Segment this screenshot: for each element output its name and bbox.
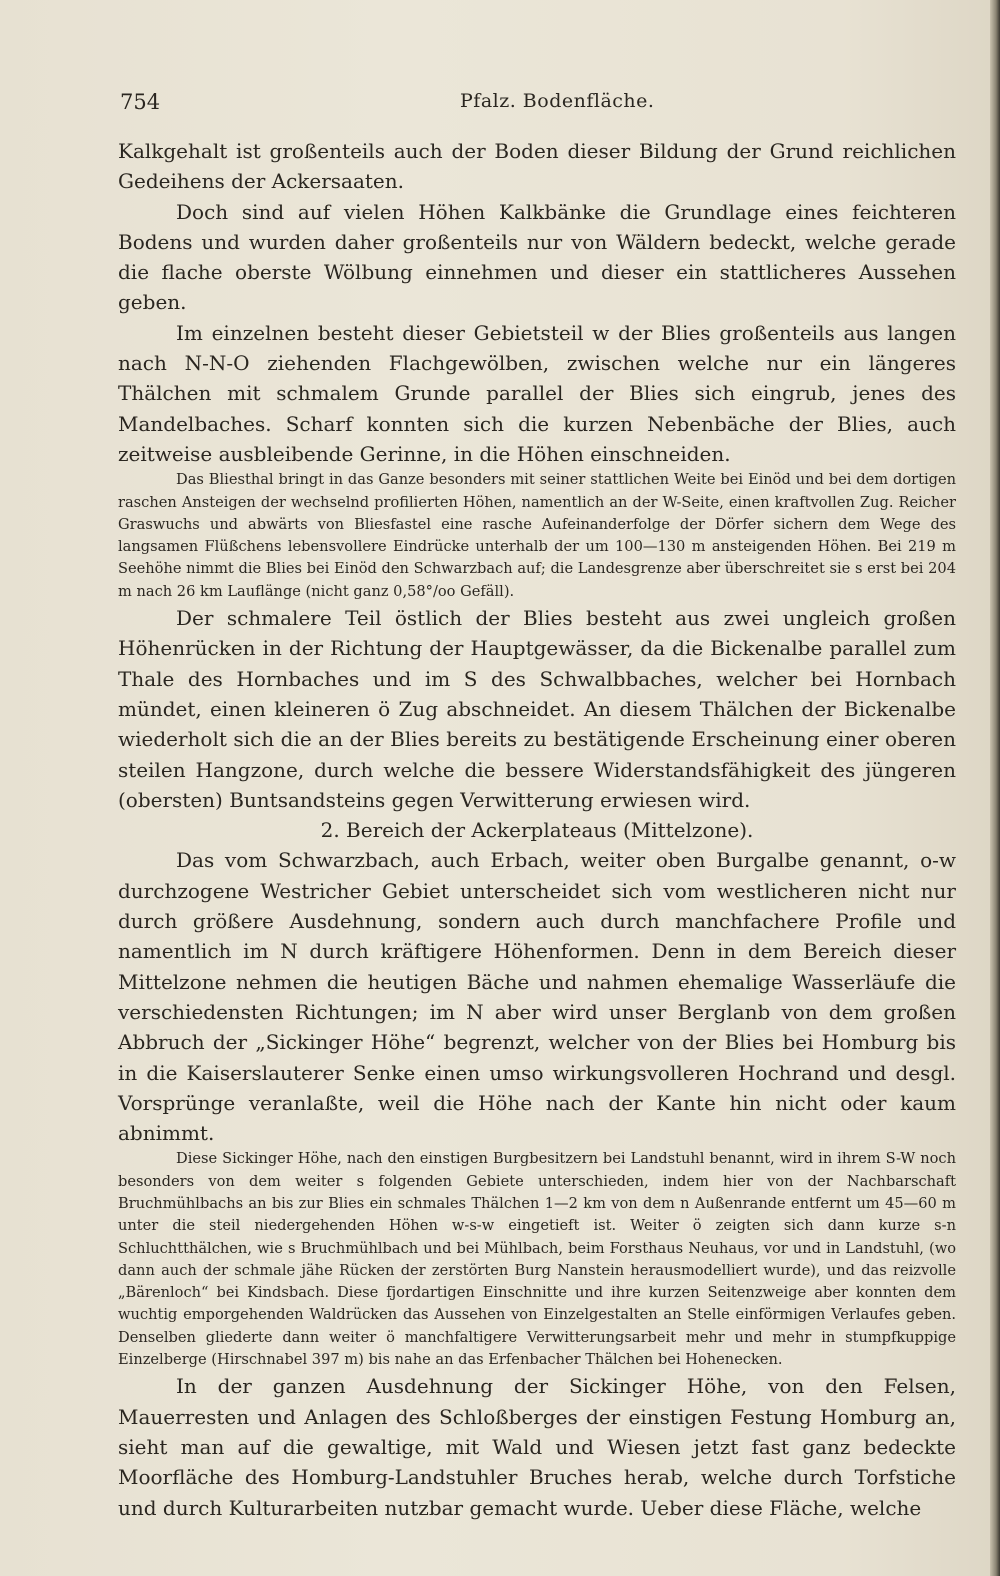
page-edge (990, 0, 1000, 1576)
footnote-paragraph: Diese Sickinger Höhe, nach den einstigen Burgbesitzern bei Landstuhl benannt, wird in ihrem S-W noch besonders von dem weiter s folgenden Gebiete unterschieden, indem hier von der Nachbarschaft Bruchmühlbachs an bis zur Blies ein schmales Thälchen 1—2 km von dem n Außenrande entfernt um 45—60 m unter die steil niedergehenden Höhen w-s-w eingetieft ist. Weiter ö zeigten sich dann kurze s-n Schluchtthälchen, wie s Bruchmühlbach und bei Mühlbach, beim Forsthaus Neuhaus, vor und in Landstuhl, (wo dann auch der schmale jähe Rücken der zerstörten Burg Nanstein herausmodelliert wurde), und das reizvolle „Bärenloch“ bei Kindsbach. Diese fjordartigen Einschnitte und ihre kurzen Seitenzweige aber konnten dem wuchtig emporgehenden Waldrücken das Aussehen von Einzelgestalten an Stelle einförmigen Verlaufes geben. Denselben gliederte dann weiter ö manchfaltigere Verwitterungsarbeit mehr und mehr in stumpfkuppige Einzelberge (Hirschnabel 397 m) bis nahe an das Erfenbacher Thälchen bei Hohenecken. (118, 1150, 956, 1369)
paragraph: Im einzelnen besteht dieser Gebietsteil w der Blies großenteils aus langen nach N-N-O ziehenden Flachgewölben, zwischen welche nur ein längeres Thälchen mit schmalem Grunde parallel der Blies sich eingrub, jenes des Mandelbaches. Scharf konnten sich die kurzen Nebenbäche der Blies, auch zeitweise ausbleibende Gerinne, in die Höhen einschneiden. (118, 320, 956, 466)
running-title: Pfalz. Bodenfläche. (460, 90, 655, 112)
section-heading: 2. Bereich der Ackerplateaus (Mittelzone). (320, 818, 754, 843)
paragraph: Doch sind auf vielen Höhen Kalkbänke die Grundlage eines feichteren Bodens und wurden daher großenteils nur von Wäldern bedeckt, welche gerade die flache oberste Wölbung einnehmen und dieser ein stattlicheres Aussehen geben. (118, 199, 956, 315)
footnote-paragraph: Das Bliesthal bringt in das Ganze besonders mit seiner stattlichen Weite bei Einöd und bei dem dortigen raschen Ansteigen der wechselnd profilierten Höhen, namentlich an der W-Seite, einen kraftvollen Zug. Reicher Graswuchs und abwärts von Bliesfastel eine rasche Aufeinanderfolge der Dörfer sichern dem Wege des langsamen Flüßchens lebensvollere Eindrücke unterhalb der um 100—130 m ansteigenden Höhen. Bei 219 m Seehöhe nimmt die Blies bei Einöd den Schwarzbach auf; die Landesgrenze aber überschreitet sie s erst bei 204 m nach 26 km Lauflänge (nicht ganz 0,58°/oo Gefäll). (118, 471, 956, 600)
page-number: 754 (120, 90, 161, 114)
paragraph: Kalkgehalt ist großenteils auch der Boden dieser Bildung der Grund reichlichen Gedeihens der Ackersaaten. (118, 139, 956, 194)
paragraph: Der schmalere Teil östlich der Blies besteht aus zwei ungleich großen Höhenrücken in der Richtung der Hauptgewässer, da die Bickenalbe parallel zum Thale des Hornbaches und im S des Schwalbbaches, welcher bei Hornbach mündet, einen kleineren ö Zug abschneidet. An diesem Thälchen der Bickenalbe wiederholt sich die an der Blies bereits zu bestätigende Erscheinung einer oberen steilen Hangzone, durch welche die bessere Widerstandsfähigkeit des jüngeren (obersten) Buntsandsteins gegen Verwitterung erwiesen wird. (118, 606, 956, 812)
paragraph: In der ganzen Ausdehnung der Sickinger Höhe, von den Felsen, Mauerresten und Anlagen des Schloßberges der einstigen Festung Homburg an, sieht man auf die gewaltige, mit Wald und Wiesen jetzt fast ganz bedeckte Moorfläche des Homburg-Landstuhler Bruches herab, welche durch Torfstiche und durch Kulturarbeiten nutzbar gemacht wurde. Ueber diese Fläche, welche (118, 1374, 956, 1520)
page-header (120, 90, 950, 116)
body-text (118, 136, 956, 1523)
paragraph: Das vom Schwarzbach, auch Erbach, weiter oben Burgalbe genannt, o-w durchzogene Westricher Gebiet unterscheidet sich vom westlicheren nicht nur durch größere Ausdehnung, sondern auch durch manchfachere Profile und namentlich im N durch kräftigere Höhenformen. Denn in dem Bereich dieser Mittelzone nehmen die heutigen Bäche und nahmen ehemalige Wasserläufe die verschiedensten Richtungen; im N aber wird unser Berglanb von dem großen Abbruch der „Sickinger Höhe“ begrenzt, welcher von der Blies bei Homburg bis in die Kaiserslauterer Senke einen umso wirkungsvolleren Hochrand und desgl. Vorsprünge veranlaßte, weil die Höhe nach der Kante hin nicht oder kaum abnimmt. (118, 848, 956, 1146)
